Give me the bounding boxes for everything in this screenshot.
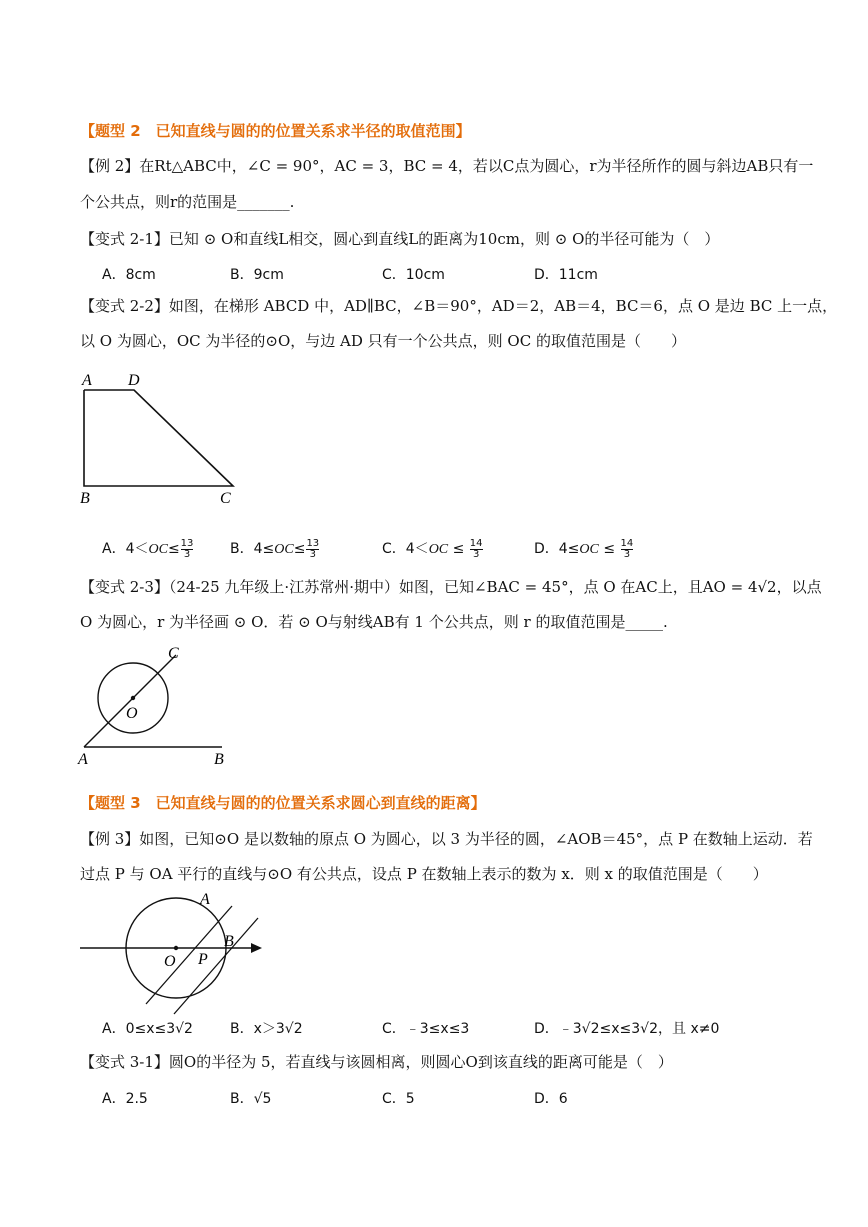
option-rel: ≤ [598,541,620,557]
option-rel: ≤ [448,541,469,557]
variant3-1-question: 【变式 3-1】圆O的半径为 5，若直线与该圆相离，则圆心O到该直线的距离可能是（ ） [80,1053,673,1071]
line-through-p [174,918,258,1014]
fraction-den: 3 [309,548,316,560]
example3-option-b: B．x＞3√2 [230,1021,303,1037]
option-rel: ≤ [293,541,306,557]
example2-line1: 【例 2】在Rt△ABC中，∠C = 90°，AC = 3，BC = 4，若以C点为圆心，r为半径所作的圆与斜边AB只有一 [80,157,814,175]
variant2-1-question: 【变式 2-1】已知 ⊙ O和直线L相交，圆心到直线L的距离为10cm，则 ⊙ O的半径可能为（ ） [80,230,720,248]
label-a: A [200,891,210,908]
label-b: B [214,751,224,768]
variant2-2-option-b [230,538,319,560]
fraction-num: 14 [469,537,483,549]
line-oa [146,906,232,1004]
option-prefix: D．4≤ [534,541,580,557]
variant3-1-option-c: C．5 [382,1091,415,1107]
label-b: B [224,933,234,950]
variant2-1-option-d: D．11cm [534,267,598,283]
label-c: C [220,490,231,507]
fraction-num: 13 [180,537,194,549]
example3-option-d: D．﹣3√2≤x≤3√2，且 x≠0 [534,1021,720,1037]
variant2-1-option-a: A．8cm [102,267,156,283]
variant3-1-option-d: D．6 [534,1091,568,1107]
variant2-2-option-c [382,538,483,560]
option-var: OC [148,542,168,557]
variant3-1-option-b: B．√5 [230,1091,272,1107]
variant2-1-option-b: B．9cm [230,267,284,283]
label-a: A [82,372,92,389]
numberline-circle-figure [76,888,276,1013]
section-heading-type3: 【题型 3 已知直线与圆的的位置关系求圆心到直线的距离】 [80,794,486,812]
origin-point [174,946,178,950]
label-c: C [168,645,179,662]
label-o: O [126,705,138,722]
angle-circle-figure [76,640,256,770]
option-var: OC [579,542,599,557]
fraction [470,539,483,560]
section-heading-type2: 【题型 2 已知直线与圆的的位置关系求半径的取值范围】 [80,122,471,140]
example3-line1: 【例 3】如图，已知⊙O 是以数轴的原点 O 为圆心，以 3 为半径的圆，∠AOB＝45°，点 P 在数轴上运动．若 [80,830,813,848]
trapezoid-shape [84,390,233,486]
variant2-2-option-a [102,538,193,560]
option-var: OC [428,542,449,557]
fraction-num: 13 [306,537,320,549]
example3-option-c: C．﹣3≤x≤3 [382,1021,470,1037]
label-d: D [128,372,140,389]
fraction-den: 3 [472,548,480,560]
option-prefix: A．4＜ [102,541,149,557]
example3-line2: 过点 P 与 OA 平行的直线与⊙O 有公共点，设点 P 在数轴上表示的数为 x．则 x 的取值范围是（ ） [80,865,768,883]
example3-option-a: A．0≤x≤3√2 [102,1021,193,1037]
label-b: B [80,490,90,507]
variant2-2-line1: 【变式 2-2】如图，在梯形 ABCD 中，AD∥BC，∠B＝90°，AD＝2，AB＝4，BC＝6，点 O 是边 BC 上一点， [80,297,838,315]
option-prefix: C．4＜ [382,541,429,557]
label-a: A [78,751,88,768]
label-o: O [164,953,176,970]
fraction [181,539,194,560]
variant2-3-line2: O 为圆心，r 为半径画 ⊙ O．若 ⊙ O与射线AB有 1 个公共点，则 r 的取值范围是_____. [80,613,668,631]
fraction-den: 3 [623,548,631,560]
variant3-1-option-a: A．2.5 [102,1091,148,1107]
center-point [131,696,135,700]
axis-arrow [251,943,262,953]
example2-line2: 个公共点，则r的范围是_______. [80,193,295,211]
option-prefix: B．4≤ [230,541,275,557]
variant2-1-option-c: C．10cm [382,267,445,283]
label-p: P [198,951,208,968]
option-var: OC [274,542,294,557]
variant2-2-option-d [534,538,633,560]
fraction-num: 14 [620,537,634,549]
fraction-den: 3 [183,548,191,560]
fraction [621,539,634,560]
option-rel: ≤ [167,541,180,557]
trapezoid-figure [76,368,256,508]
fraction [306,539,319,560]
variant2-3-line1: 【变式 2-3】（24-25 九年级上·江苏常州·期中）如图，已知∠BAC = 45°，点 O 在AC上，且AO = 4√2，以点 [80,578,822,596]
variant2-2-line2: 以 O 为圆心，OC 为半径的⊙O，与边 AD 只有一个公共点，则 OC 的取值范围是（ ） [80,332,686,350]
